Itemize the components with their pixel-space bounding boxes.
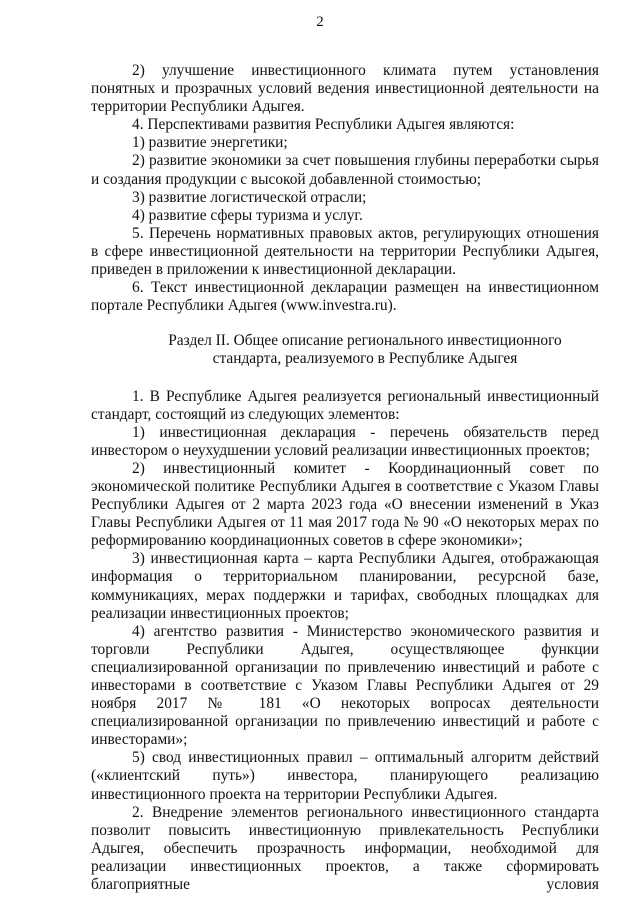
paragraph: 6. Текст инвестиционной декларации размещен на инвестиционном портале Республики Адыгея (www.investra.ru). <box>91 279 599 315</box>
paragraph: 2. Внедрение элементов регионального инвестиционного стандарта позволит повысить инвестиционную привлекательность Республики Адыгея, обеспечить прозрачность информации, необходимой для реализации инвестиционных проектов, а также сформировать благоприятные условия <box>91 803 599 894</box>
list-item: 2) инвестиционный комитет - Координационный совет по экономической политике Республики Адыгея в соответствие с Указом Главы Республики Адыгея от 2 марта 2023 года «О внесении изменений в Указ Главы Республики Адыгея от 11 мая 2017 года № 90 «О некоторых мерах по реформированию координационных советов в сфере экономики»; <box>91 459 599 550</box>
paragraph: 1. В Республике Адыгея реализуется региональный инвестиционный стандарт, состоящий из следующих элементов: <box>91 387 599 423</box>
list-item: 3) развитие логистической отрасли; <box>132 188 367 206</box>
list-item: 1) инвестиционная декларация - перечень обязательств перед инвестором о неухудшении условий реализации инвестиционных проектов; <box>91 423 599 459</box>
section-heading-line2: стандарта, реализуемого в Республике Адыгея <box>212 350 518 368</box>
paragraph: 4. Перспективами развития Республики Адыгея являются: <box>132 116 515 134</box>
paragraph: 5. Перечень нормативных правовых актов, регулирующих отношения в сфере инвестиционной деятельности на территории Республики Адыгея, приведен в приложении к инвестиционной декларации. <box>91 224 599 279</box>
list-item: 2) развитие экономики за счет повышения глубины переработки сырья и создания продукции с высокой добавленной стоимостью; <box>91 152 599 188</box>
list-item: 4) агентство развития - Министерство экономического развития и торговли Республики Адыгея, осуществляющее функции специализированной организации по привлечению инвестиций и работе с инвесторами в соответствие с Указом Главы Республики Адыгея от 29 ноября 2017 № 181 «О некоторых вопросах деятельности специализированной организации по привлечению инвестиций и работе с инвесторами»; <box>91 622 599 749</box>
page-number: 2 <box>316 14 324 30</box>
list-item: 1) развитие энергетики; <box>132 134 288 152</box>
paragraph: 2) улучшение инвестиционного климата путем установления понятных и прозрачных условий ведения инвестиционной деятельности на территории Республики Адыгея. <box>91 62 599 116</box>
section-heading-line1: Раздел II. Общее описание регионального инвестиционного <box>168 332 562 350</box>
list-item: 5) свод инвестиционных правил – оптимальный алгоритм действий («клиентский путь») инвестора, планирующего реализацию инвестиционного проекта на территории Республики Адыгея. <box>91 749 599 803</box>
section-heading <box>91 332 599 368</box>
document-body <box>91 62 599 894</box>
list-item: 3) инвестиционная карта – карта Республики Адыгея, отображающая информация о территориальном планировании, ресурсной базе, коммуникациях, мерах поддержки и тарифах, свободных площадках для реализации инвестиционных проектов; <box>91 550 599 622</box>
list-item: 4) развитие сферы туризма и услуг. <box>132 206 363 224</box>
